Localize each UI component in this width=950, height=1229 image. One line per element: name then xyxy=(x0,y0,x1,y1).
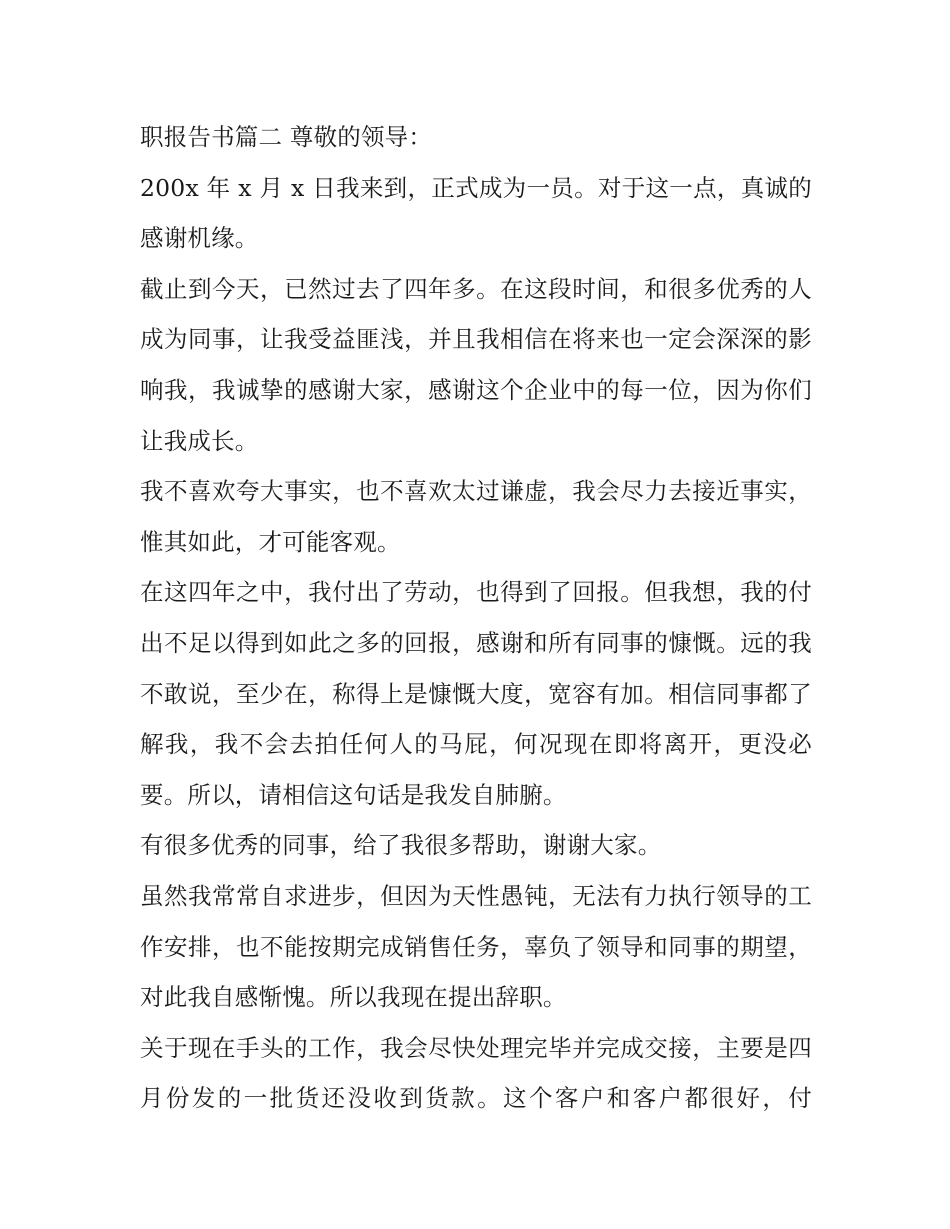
paragraph-7: 关于现在手头的工作，我会尽快处理完毕并完成交接，主要是四月份发的一批货还没收到货款。这个客户和客户都很好，付 xyxy=(140,1033,812,1113)
heading-line: 职报告书篇二 尊敬的领导： xyxy=(140,123,433,151)
paragraph-2: 截止到今天，已然过去了四年多。在这段时间，和很多优秀的人成为同事，让我受益匪浅，并且我相信在将来也一定会深深的影响我，我诚挚的感谢大家，感谢这个企业中的每一位，因为你们让我成长。 xyxy=(140,274,812,455)
paragraph-3: 我不喜欢夸大事实，也不喜欢太过谦虚，我会尽力去接近事实，惟其如此，才可能客观。 xyxy=(140,477,812,556)
paragraph-1: 200x 年 x 月 x 日我来到，正式成为一员。对于这一点，真诚的感谢机缘。 xyxy=(140,173,812,253)
paragraph-6: 虽然我常常自求进步，但因为天性愚钝，无法有力执行领导的工作安排，也不能按期完成销售任务，辜负了领导和同事的期望，对此我自感惭愧。所以我现在提出辞职。 xyxy=(140,881,812,1012)
paragraph-4: 在这四年之中，我付出了劳动，也得到了回报。但我想，我的付出不足以得到如此之多的回报，感谢和所有同事的慷慨。远的我不敢说，至少在，称得上是慷慨大度，宽容有加。相信同事都了解我，我不会去拍任何人的马屁，何况现在即将离开，更没必要。所以，请相信这句话是我发自肺腑。 xyxy=(140,578,812,809)
paragraph-5: 有很多优秀的同事，给了我很多帮助，谢谢大家。 xyxy=(140,831,662,860)
document-body xyxy=(140,112,812,1124)
